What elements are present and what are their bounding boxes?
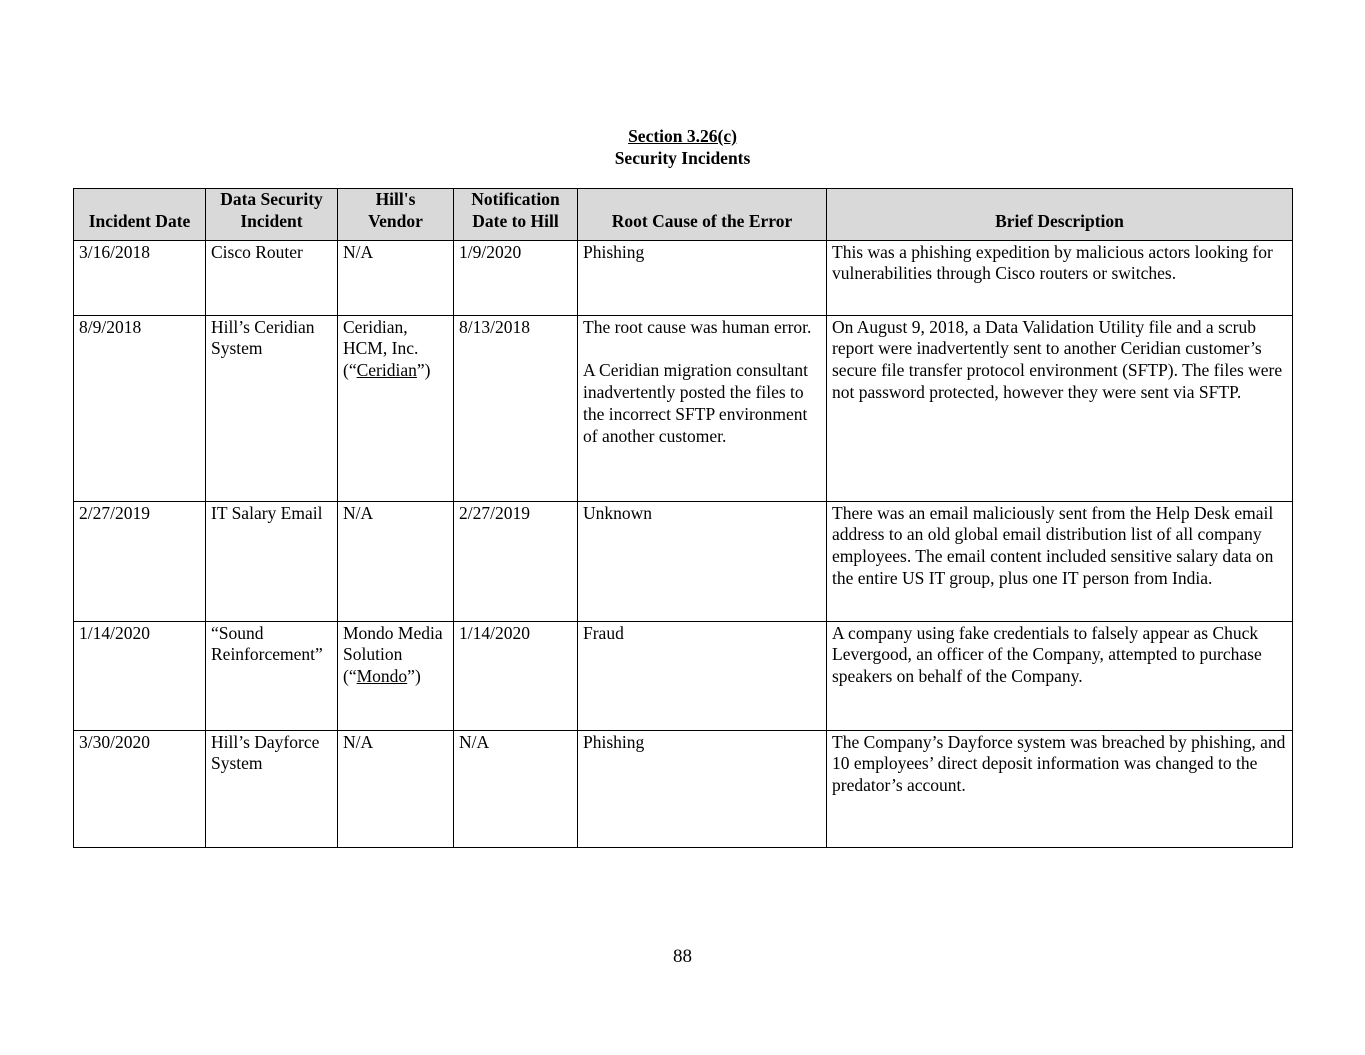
root-cause-paragraph: A Ceridian migration consultant inadvertently posted the files to the incorrect SFTP environment of another customer. bbox=[583, 360, 809, 446]
header-notification-date: Notification Date to Hill bbox=[454, 189, 578, 241]
cell-incident-date: 1/14/2020 bbox=[74, 621, 206, 730]
cell-description: On August 9, 2018, a Data Validation Utility file and a scrub report were inadvertently sent to another Ceridian customer’s secure file transfer protocol environment (SFTP). The files were not password protected, however they were sent via SFTP. bbox=[827, 315, 1293, 501]
cell-incident: Hill’s Ceridian System bbox=[206, 315, 338, 501]
security-incidents-table bbox=[73, 188, 1293, 848]
table-row bbox=[74, 730, 1293, 847]
cell-notification-date: 1/9/2020 bbox=[454, 240, 578, 315]
cell-incident: Cisco Router bbox=[206, 240, 338, 315]
cell-root-cause bbox=[578, 315, 827, 501]
root-cause-paragraph: The root cause was human error. bbox=[583, 316, 812, 337]
cell-root-cause: Phishing bbox=[578, 240, 827, 315]
table-header-row bbox=[74, 189, 1293, 241]
vendor-short-name: Mondo bbox=[356, 666, 408, 687]
table-row bbox=[74, 621, 1293, 730]
cell-incident-date: 8/9/2018 bbox=[74, 315, 206, 501]
cell-notification-date: N/A bbox=[454, 730, 578, 847]
section-number: Section 3.26(c) bbox=[628, 126, 737, 146]
header-incident-date: Incident Date bbox=[74, 189, 206, 241]
cell-notification-date: 1/14/2020 bbox=[454, 621, 578, 730]
header-data-security-incident: Data Security Incident bbox=[206, 189, 338, 241]
cell-incident: Hill’s Dayforce System bbox=[206, 730, 338, 847]
cell-root-cause: Unknown bbox=[578, 501, 827, 621]
cell-description: This was a phishing expedition by malicious actors looking for vulnerabilities through Cisco routers or switches. bbox=[827, 240, 1293, 315]
section-heading bbox=[0, 125, 1365, 169]
cell-incident: IT Salary Email bbox=[206, 501, 338, 621]
cell-description: A company using fake credentials to falsely appear as Chuck Levergood, an officer of the Company, attempted to purchase speakers on behalf of the Company. bbox=[827, 621, 1293, 730]
table-row bbox=[74, 315, 1293, 501]
cell-notification-date: 8/13/2018 bbox=[454, 315, 578, 501]
cell-incident-date: 3/16/2018 bbox=[74, 240, 206, 315]
cell-description: The Company’s Dayforce system was breached by phishing, and 10 employees’ direct deposit information was changed to the predator’s account. bbox=[827, 730, 1293, 847]
cell-incident-date: 3/30/2020 bbox=[74, 730, 206, 847]
cell-incident: “Sound Reinforcement” bbox=[206, 621, 338, 730]
vendor-short-name: Ceridian bbox=[356, 360, 417, 381]
header-vendor: Hill's Vendor bbox=[338, 189, 454, 241]
cell-vendor: N/A bbox=[338, 240, 454, 315]
cell-root-cause: Fraud bbox=[578, 621, 827, 730]
header-brief-description: Brief Description bbox=[827, 189, 1293, 241]
table-row bbox=[74, 240, 1293, 315]
vendor-name: Ceridian, HCM, Inc. bbox=[343, 316, 419, 359]
cell-vendor: N/A bbox=[338, 501, 454, 621]
cell-vendor: N/A bbox=[338, 730, 454, 847]
page-number: 88 bbox=[673, 946, 692, 967]
section-title: Security Incidents bbox=[614, 148, 751, 168]
cell-root-cause: Phishing bbox=[578, 730, 827, 847]
vendor-name: Mondo Media Solution bbox=[343, 622, 443, 665]
header-root-cause: Root Cause of the Error bbox=[578, 189, 827, 241]
cell-notification-date: 2/27/2019 bbox=[454, 501, 578, 621]
cell-vendor: Ceridian, HCM, Inc. (“Ceridian”) bbox=[338, 315, 454, 501]
cell-incident-date: 2/27/2019 bbox=[74, 501, 206, 621]
cell-description: There was an email maliciously sent from the Help Desk email address to an old global email distribution list of all company employees. The email content included sensitive salary data on the entire US IT group, plus one IT person from India. bbox=[827, 501, 1293, 621]
table-row bbox=[74, 501, 1293, 621]
cell-vendor: Mondo Media Solution (“Mondo”) bbox=[338, 621, 454, 730]
